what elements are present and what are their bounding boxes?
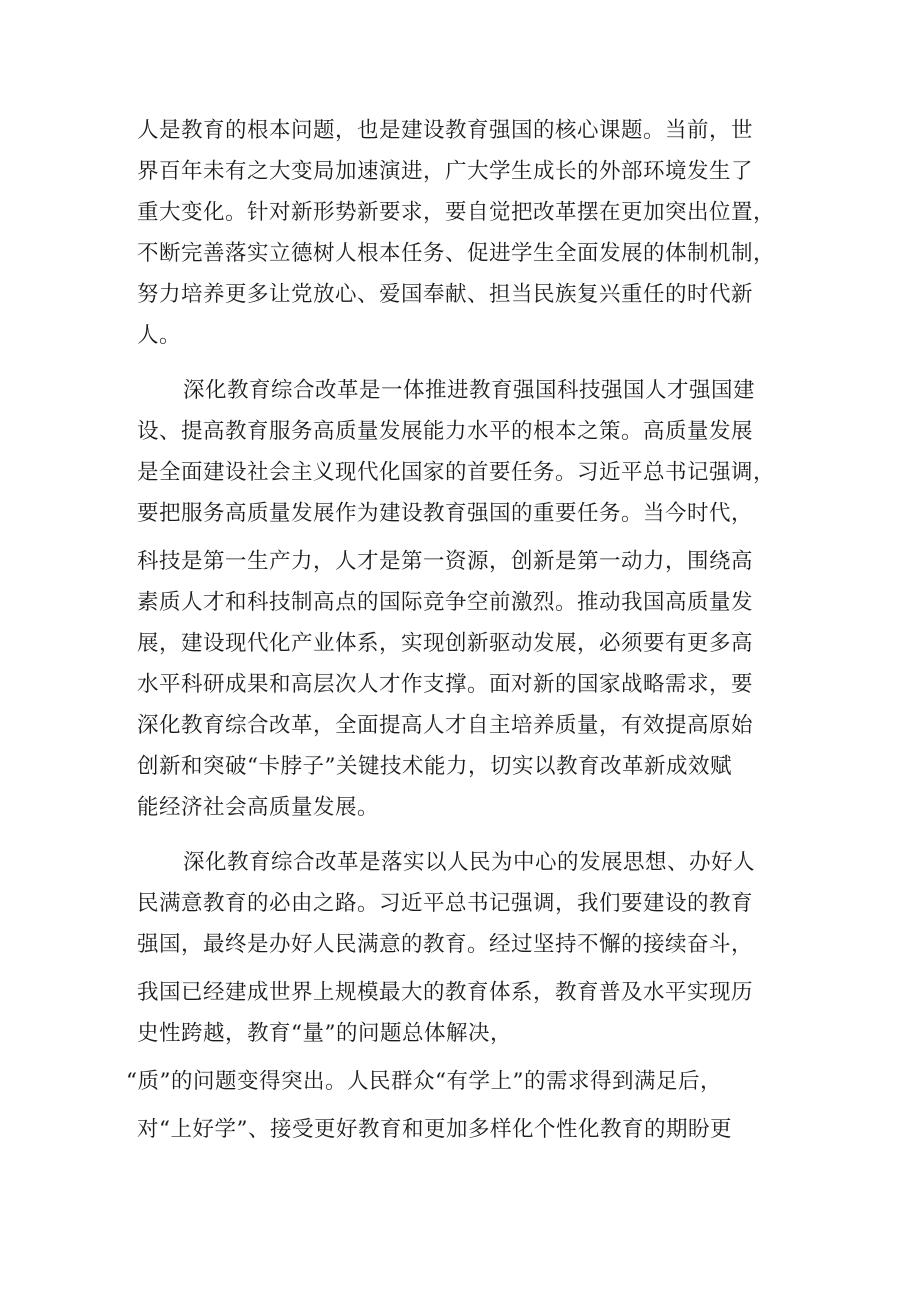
text-line: 科技是第一生产力，人才是第一资源，创新是第一动力，围绕高 xyxy=(137,549,754,574)
text-line: 创新和突破“卡脖子”关键技术能力，切实以教育改革新成效赋 xyxy=(137,754,732,779)
text-line: 史性跨越，教育“量”的问题总体解决， xyxy=(137,1021,512,1046)
text-line: 努力培养更多让党放心、爱国奉献、担当民族复兴重任的时代新 xyxy=(137,282,754,307)
text-line: 深化教育综合改革是一体推进教育强国科技强国人才强国建 xyxy=(183,378,756,403)
text-line: 能经济社会高质量发展。 xyxy=(137,795,380,820)
text-line: 是全面建设社会主义现代化国家的首要任务。习近平总书记强调， xyxy=(137,460,776,485)
text-line: 展，建设现代化产业体系，实现创新驱动发展，必须要有更多高 xyxy=(137,631,754,656)
text-line: 民满意教育的必由之路。习近平总书记强调，我们要建设的教育 xyxy=(137,891,754,916)
text-line: 强国，最终是办好人民满意的教育。经过坚持不懈的接续奋斗， xyxy=(137,932,754,957)
text-line: 水平科研成果和高层次人才作支撑。面对新的国家战略需求，要 xyxy=(137,672,754,697)
text-line: 重大变化。针对新形势新要求，要自觉把改革摆在更加突出位置， xyxy=(137,200,776,225)
text-line: “质”的问题变得突出。人民群众“有学上”的需求得到满足后， xyxy=(126,1069,722,1094)
text-line: 要把服务高质量发展作为建设教育强国的重要任务。当今时代， xyxy=(137,501,754,526)
text-line: 不断完善落实立德树人根本任务、促进学生全面发展的体制机制， xyxy=(137,241,776,266)
text-line: 对“上好学”、接受更好教育和更加多样化个性化教育的期盼更 xyxy=(137,1117,732,1142)
text-line: 我国已经建成世界上规模最大的教育体系，教育普及水平实现历 xyxy=(137,980,754,1005)
text-line: 深化教育综合改革，全面提高人才自主培养质量，有效提高原始 xyxy=(137,713,754,738)
text-line: 素质人才和科技制高点的国际竞争空前激烈。推动我国高质量发 xyxy=(137,590,754,615)
text-line: 深化教育综合改革是落实以人民为中心的发展思想、办好人 xyxy=(183,850,756,875)
text-line: 界百年未有之大变局加速演进，广大学生成长的外部环境发生了 xyxy=(137,159,754,184)
text-line: 人是教育的根本问题，也是建设教育强国的核心课题。当前，世 xyxy=(137,118,754,143)
text-line: 人。 xyxy=(137,323,182,348)
text-line: 设、提高教育服务高质量发展能力水平的根本之策。高质量发展 xyxy=(137,419,754,444)
